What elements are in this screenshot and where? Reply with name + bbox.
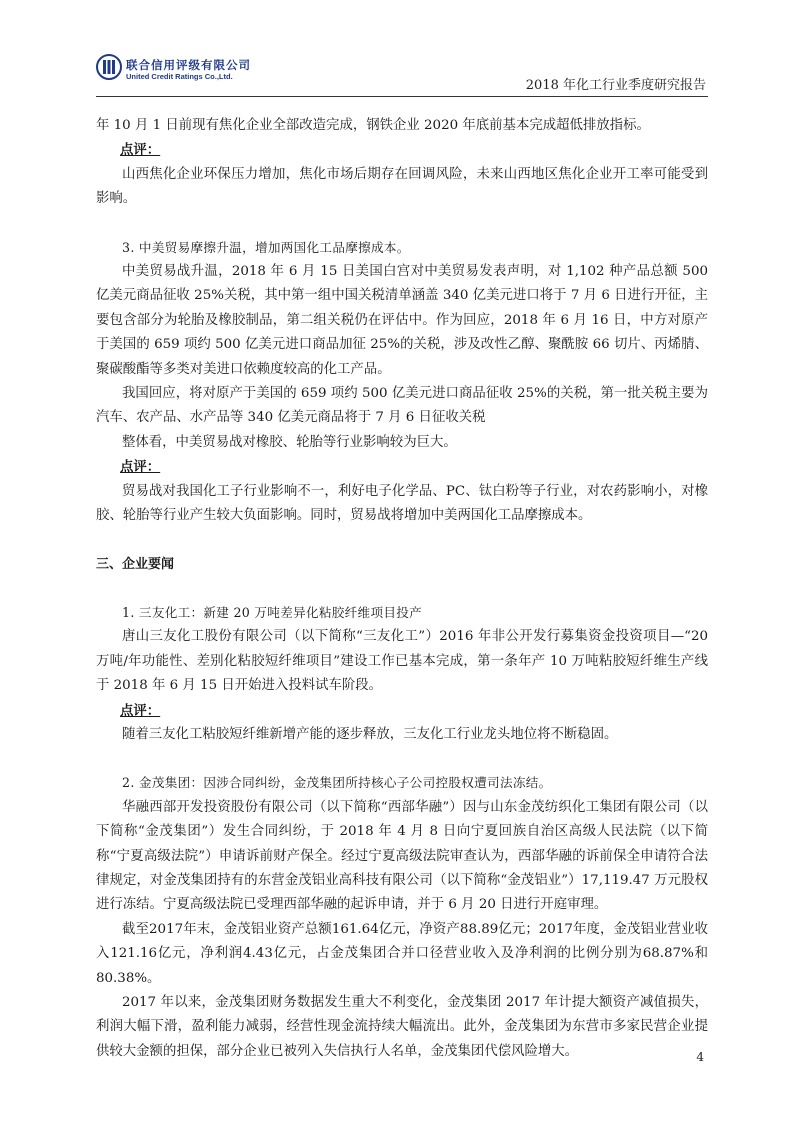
spacer bbox=[96, 529, 708, 553]
subsection-title: 1. 三友化工：新建 20 万吨差异化粘胶纤维项目投产 bbox=[122, 604, 423, 620]
comment-label: 点评： bbox=[120, 142, 161, 159]
paragraph: 山西焦化企业环保压力增加，焦化市场后期存在回调风险，未来山西地区焦化企业开工率可能受到影响。 bbox=[96, 166, 708, 207]
subsection-title: 2. 金茂集团：因涉合同纠纷，金茂集团所持核心子公司控股权遭司法冻结。 bbox=[122, 775, 552, 791]
paragraph: 截至2017年末，金茂铝业资产总额161.64亿元，净资产88.89亿元；2017年度，金茂铝业营业收入121.16亿元，净利润4.43亿元，占金茂集团合并口径营业收入及净利润的比例分别为68.87%和80.38%。 bbox=[96, 921, 708, 986]
paragraph: 整体看，中美贸易战对橡胶、轮胎等行业影响较为巨大。 bbox=[122, 434, 457, 450]
company-name-cn: 联合信用评级有限公司 bbox=[126, 58, 251, 72]
report-title: 2018 年化工行业季度研究报告 bbox=[525, 78, 706, 93]
paragraph: 中美贸易战升温，2018 年 6 月 15 日美国白宫对中美贸易发表声明，对 1,102 种产品总额 500 亿美元商品征收 25%关税，其中第一组中国关税清单涵盖 340 亿美元进口将于 7 月 6 日进行开征，主要包含部分为轮胎及橡胶制品，第二组关税仍在评估中。作为回应，2018 年 6 月 16 日，中方对原产于美国的 659 项约 500 亿美元进口商品加征 25%的关税，涉及改性乙醇、聚酰胺 66 切片、丙烯腈、聚碳酸酯等多类对美进口依赖度较高的化工产品。 bbox=[96, 264, 708, 377]
watermark: www.baogao8.com bbox=[300, 541, 751, 594]
paragraph: 年 10 月 1 日前现有焦化企业全部改造完成，钢铁企业 2020 年底前基本完成超低排放指标。 bbox=[96, 118, 650, 133]
document-body bbox=[96, 114, 708, 1064]
paragraph: 华融西部开发投资股份有限公司（以下简称“西部华融”）因与山东金茂纺织化工集团有限公司（以下简称“金茂集团”）发生合同纠纷，于 2018 年 4 月 8 日向宁夏回族自治区高级人民法院（以下简称“宁夏高级法院”）申请诉前财产保全。经过宁夏高级法院审查认为，西部华融的诉前保全申请符合法律规定，对金茂集团持有的东营金茂铝业高科技有限公司（以下简称“金茂铝业”）17,119.47 万元股权进行冻结。宁夏高级法院已受理西部华融的起诉申请，并于 6 月 20 日进行开庭审理。 bbox=[96, 799, 708, 913]
subsection-title: 3. 中美贸易摩擦升温，增加两国化工品摩擦成本。 bbox=[122, 239, 410, 255]
paragraph: 2017 年以来，金茂集团财务数据发生重大不利变化，金茂集团 2017 年计提大额资产减值损失，利润大幅下滑，盈利能力减弱，经营性现金流持续大幅流出。此外，金茂集团为东营市多家民营企业提供较大金额的担保，部分企业已被列入失信执行人名单，金茂集团代偿风险增大。 bbox=[96, 995, 708, 1059]
section-title: 三、企业要闻 bbox=[96, 556, 175, 572]
spacer bbox=[96, 747, 708, 771]
comment-label: 点评： bbox=[120, 459, 161, 476]
paragraph: 随着三友化工粘胶短纤维新增产能的逐步释放，三友化工行业龙头地位将不断稳固。 bbox=[122, 726, 618, 742]
paragraph: 唐山三友化工股份有限公司（以下简称“三友化工”）2016 年非公开发行募集资金投资项目—“20 万吨/年功能性、差别化粘胶短纤维项目”建设工作已基本完成，第一条年产 10 万吨粘胶短纤维生产线于 2018 年 6 月 15 日开始进入投料试车阶段。 bbox=[96, 629, 708, 694]
spacer bbox=[96, 212, 708, 236]
paragraph: 我国回应，将对原产于美国的 659 项约 500 亿美元进口商品征收 25%的关税，第一批关税主要为汽车、农产品、水产品等 340 亿美元商品将于 7 月 6 日征收关税 bbox=[96, 386, 708, 426]
company-name-en: United Credit Ratings Co.,Ltd. bbox=[126, 72, 233, 81]
header-divider bbox=[96, 96, 708, 97]
page-number: 4 bbox=[696, 1050, 704, 1064]
comment-label: 点评： bbox=[120, 702, 161, 719]
page-header bbox=[96, 52, 708, 96]
company-logo-icon bbox=[96, 54, 122, 80]
paragraph: 贸易战对我国化工子行业影响不一，利好电子化学品、PC、钛白粉等子行业，对农药影响小，对橡胶、轮胎等行业产生较大负面影响。同时，贸易战将增加中美两国化工品摩擦成本。 bbox=[96, 483, 708, 524]
spacer bbox=[96, 577, 708, 601]
